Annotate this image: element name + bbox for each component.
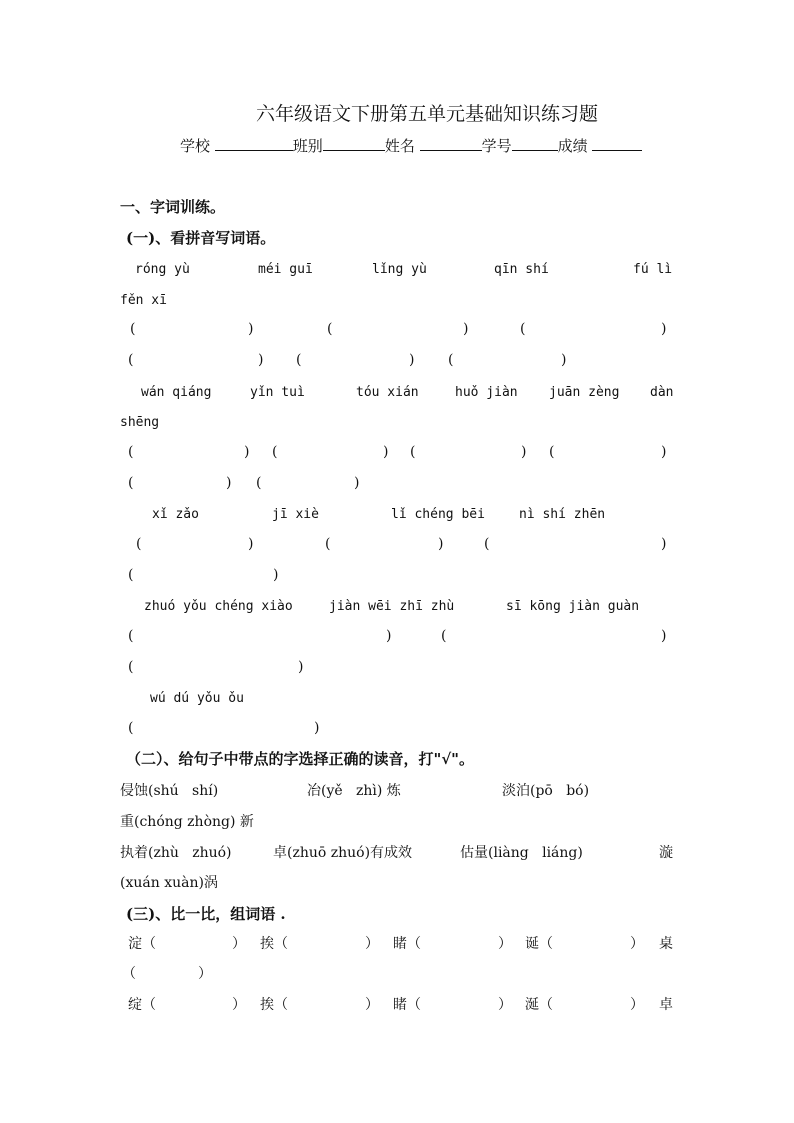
compare-char: 涎（: [525, 997, 553, 1013]
answer-bracket-close: ): [661, 321, 667, 337]
answer-bracket-open: (: [128, 444, 134, 460]
compare-close: ）: [198, 966, 212, 982]
pinyin-item: shēng: [120, 415, 160, 430]
pinyin-item: róng yù: [135, 262, 190, 277]
answer-bracket-close: ): [463, 321, 469, 337]
answer-bracket-close: ): [244, 444, 250, 460]
answer-bracket-open: (: [325, 536, 331, 552]
compare-char: 淀（: [128, 936, 156, 952]
answer-bracket-close: ): [521, 444, 527, 460]
compare-char: 诞（: [525, 936, 553, 952]
answer-bracket-open: (: [272, 444, 278, 460]
page-title: 六年级语文下册第五单元基础知识练习题: [255, 103, 598, 125]
name-label: 姓名: [384, 137, 415, 155]
answer-bracket-open: (: [130, 321, 136, 337]
compare-close: ）: [232, 997, 246, 1013]
pinyin-item: huǒ jiàn: [455, 385, 518, 400]
pinyin-item: juān zèng: [549, 385, 620, 400]
answer-bracket-open: (: [448, 352, 454, 368]
answer-bracket-close: ): [438, 536, 444, 552]
answer-bracket-open: (: [128, 720, 134, 736]
part3-heading: (三)、比一比，组词语 .: [126, 905, 286, 923]
answer-bracket-open: (: [327, 321, 333, 337]
pinyin-item: méi guī: [258, 262, 313, 277]
compare-close: ）: [498, 936, 512, 952]
reading-choice-item: 侵蚀(shú shí): [120, 783, 219, 799]
compare-close: ）: [232, 936, 246, 952]
compare-char: 睹（: [393, 997, 421, 1013]
pinyin-item: tóu xián: [356, 385, 419, 400]
answer-bracket-close: ): [273, 567, 279, 583]
compare-char: 挨（: [260, 936, 288, 952]
answer-bracket-open: (: [441, 628, 447, 644]
pinyin-item: jiàn wēi zhī zhù: [329, 599, 455, 614]
answer-bracket-close: ): [248, 536, 254, 552]
answer-bracket-close: ): [409, 352, 415, 368]
school-blank: [215, 136, 293, 151]
name-blank: [420, 136, 482, 151]
answer-bracket-open: (: [296, 352, 302, 368]
pinyin-item: lǐng yù: [372, 262, 427, 277]
reading-choice-item: 漩: [659, 845, 673, 861]
answer-bracket-close: ): [226, 475, 232, 491]
answer-bracket-open: (: [128, 567, 134, 583]
pinyin-item: nì shí zhēn: [519, 507, 606, 522]
number-label: 学号: [481, 137, 512, 155]
compare-close: ）: [365, 936, 379, 952]
reading-choice-item: 执着(zhù zhuó): [120, 845, 232, 861]
answer-bracket-close: ): [298, 659, 304, 675]
school-label: 学校: [180, 137, 211, 155]
reading-choice-item: (xuán xuàn)涡: [120, 875, 218, 891]
answer-bracket-open: (: [410, 444, 416, 460]
answer-bracket-open: (: [128, 659, 134, 675]
compare-close: ）: [498, 997, 512, 1013]
reading-choice-item: 估量(liàng liáng): [460, 845, 583, 861]
class-label: 班别: [292, 137, 323, 155]
answer-bracket-close: ): [661, 536, 667, 552]
pinyin-item: fěn xī: [120, 293, 167, 308]
compare-open: （: [122, 966, 136, 982]
score-blank: [592, 136, 642, 151]
reading-choice-item: 冶(yě zhì) 炼: [307, 783, 401, 799]
pinyin-item: fú lì: [633, 262, 673, 277]
pinyin-item: dàn: [650, 385, 674, 400]
answer-bracket-close: ): [386, 628, 392, 644]
student-info-line: [180, 136, 642, 156]
answer-bracket-open: (: [520, 321, 526, 337]
compare-char: 桌: [659, 936, 673, 952]
answer-bracket-close: ): [383, 444, 389, 460]
answer-bracket-open: (: [484, 536, 490, 552]
pinyin-item: lǐ chéng bēi: [391, 507, 485, 522]
answer-bracket-close: ): [661, 628, 667, 644]
compare-close: ）: [630, 936, 644, 952]
pinyin-item: zhuó yǒu chéng xiào: [144, 599, 293, 614]
compare-char: 绽（: [128, 997, 156, 1013]
compare-close: ）: [630, 997, 644, 1013]
answer-bracket-close: ): [661, 444, 667, 460]
reading-choice-item: 淡泊(pō bó): [502, 783, 590, 799]
answer-bracket-close: ): [248, 321, 254, 337]
compare-close: ）: [365, 997, 379, 1013]
answer-bracket-open: (: [256, 475, 262, 491]
reading-choice-item: 卓(zhuō zhuó)有成效: [273, 845, 413, 861]
score-label: 成绩: [557, 137, 588, 155]
pinyin-item: jī xiè: [272, 507, 319, 522]
pinyin-item: wán qiáng: [141, 385, 212, 400]
part2-heading: （二）、给句子中带点的字选择正确的读音，打"√"。: [126, 750, 474, 768]
answer-bracket-open: (: [136, 536, 142, 552]
pinyin-item: xǐ zǎo: [152, 507, 199, 522]
answer-bracket-close: ): [561, 352, 567, 368]
pinyin-item: sī kōng jiàn guàn: [506, 599, 640, 614]
pinyin-item: qīn shí: [494, 262, 549, 277]
answer-bracket-open: (: [128, 628, 134, 644]
answer-bracket-open: (: [549, 444, 555, 460]
reading-choice-item: 重(chóng zhòng) 新: [120, 814, 254, 830]
answer-bracket-close: ): [314, 720, 320, 736]
compare-char: 挨（: [260, 997, 288, 1013]
pinyin-item: yǐn tuì: [250, 385, 305, 400]
part1-heading: (一)、看拼音写词语。: [126, 229, 276, 247]
answer-bracket-open: (: [128, 475, 134, 491]
answer-bracket-close: ): [258, 352, 264, 368]
compare-char: 卓: [659, 997, 673, 1013]
section1-heading: 一、字词训练。: [120, 198, 226, 216]
pinyin-item: wú dú yǒu ǒu: [150, 691, 244, 706]
number-blank: [512, 136, 558, 151]
answer-bracket-open: (: [128, 352, 134, 368]
compare-char: 睹（: [393, 936, 421, 952]
answer-bracket-close: ): [354, 475, 360, 491]
class-blank: [323, 136, 385, 151]
